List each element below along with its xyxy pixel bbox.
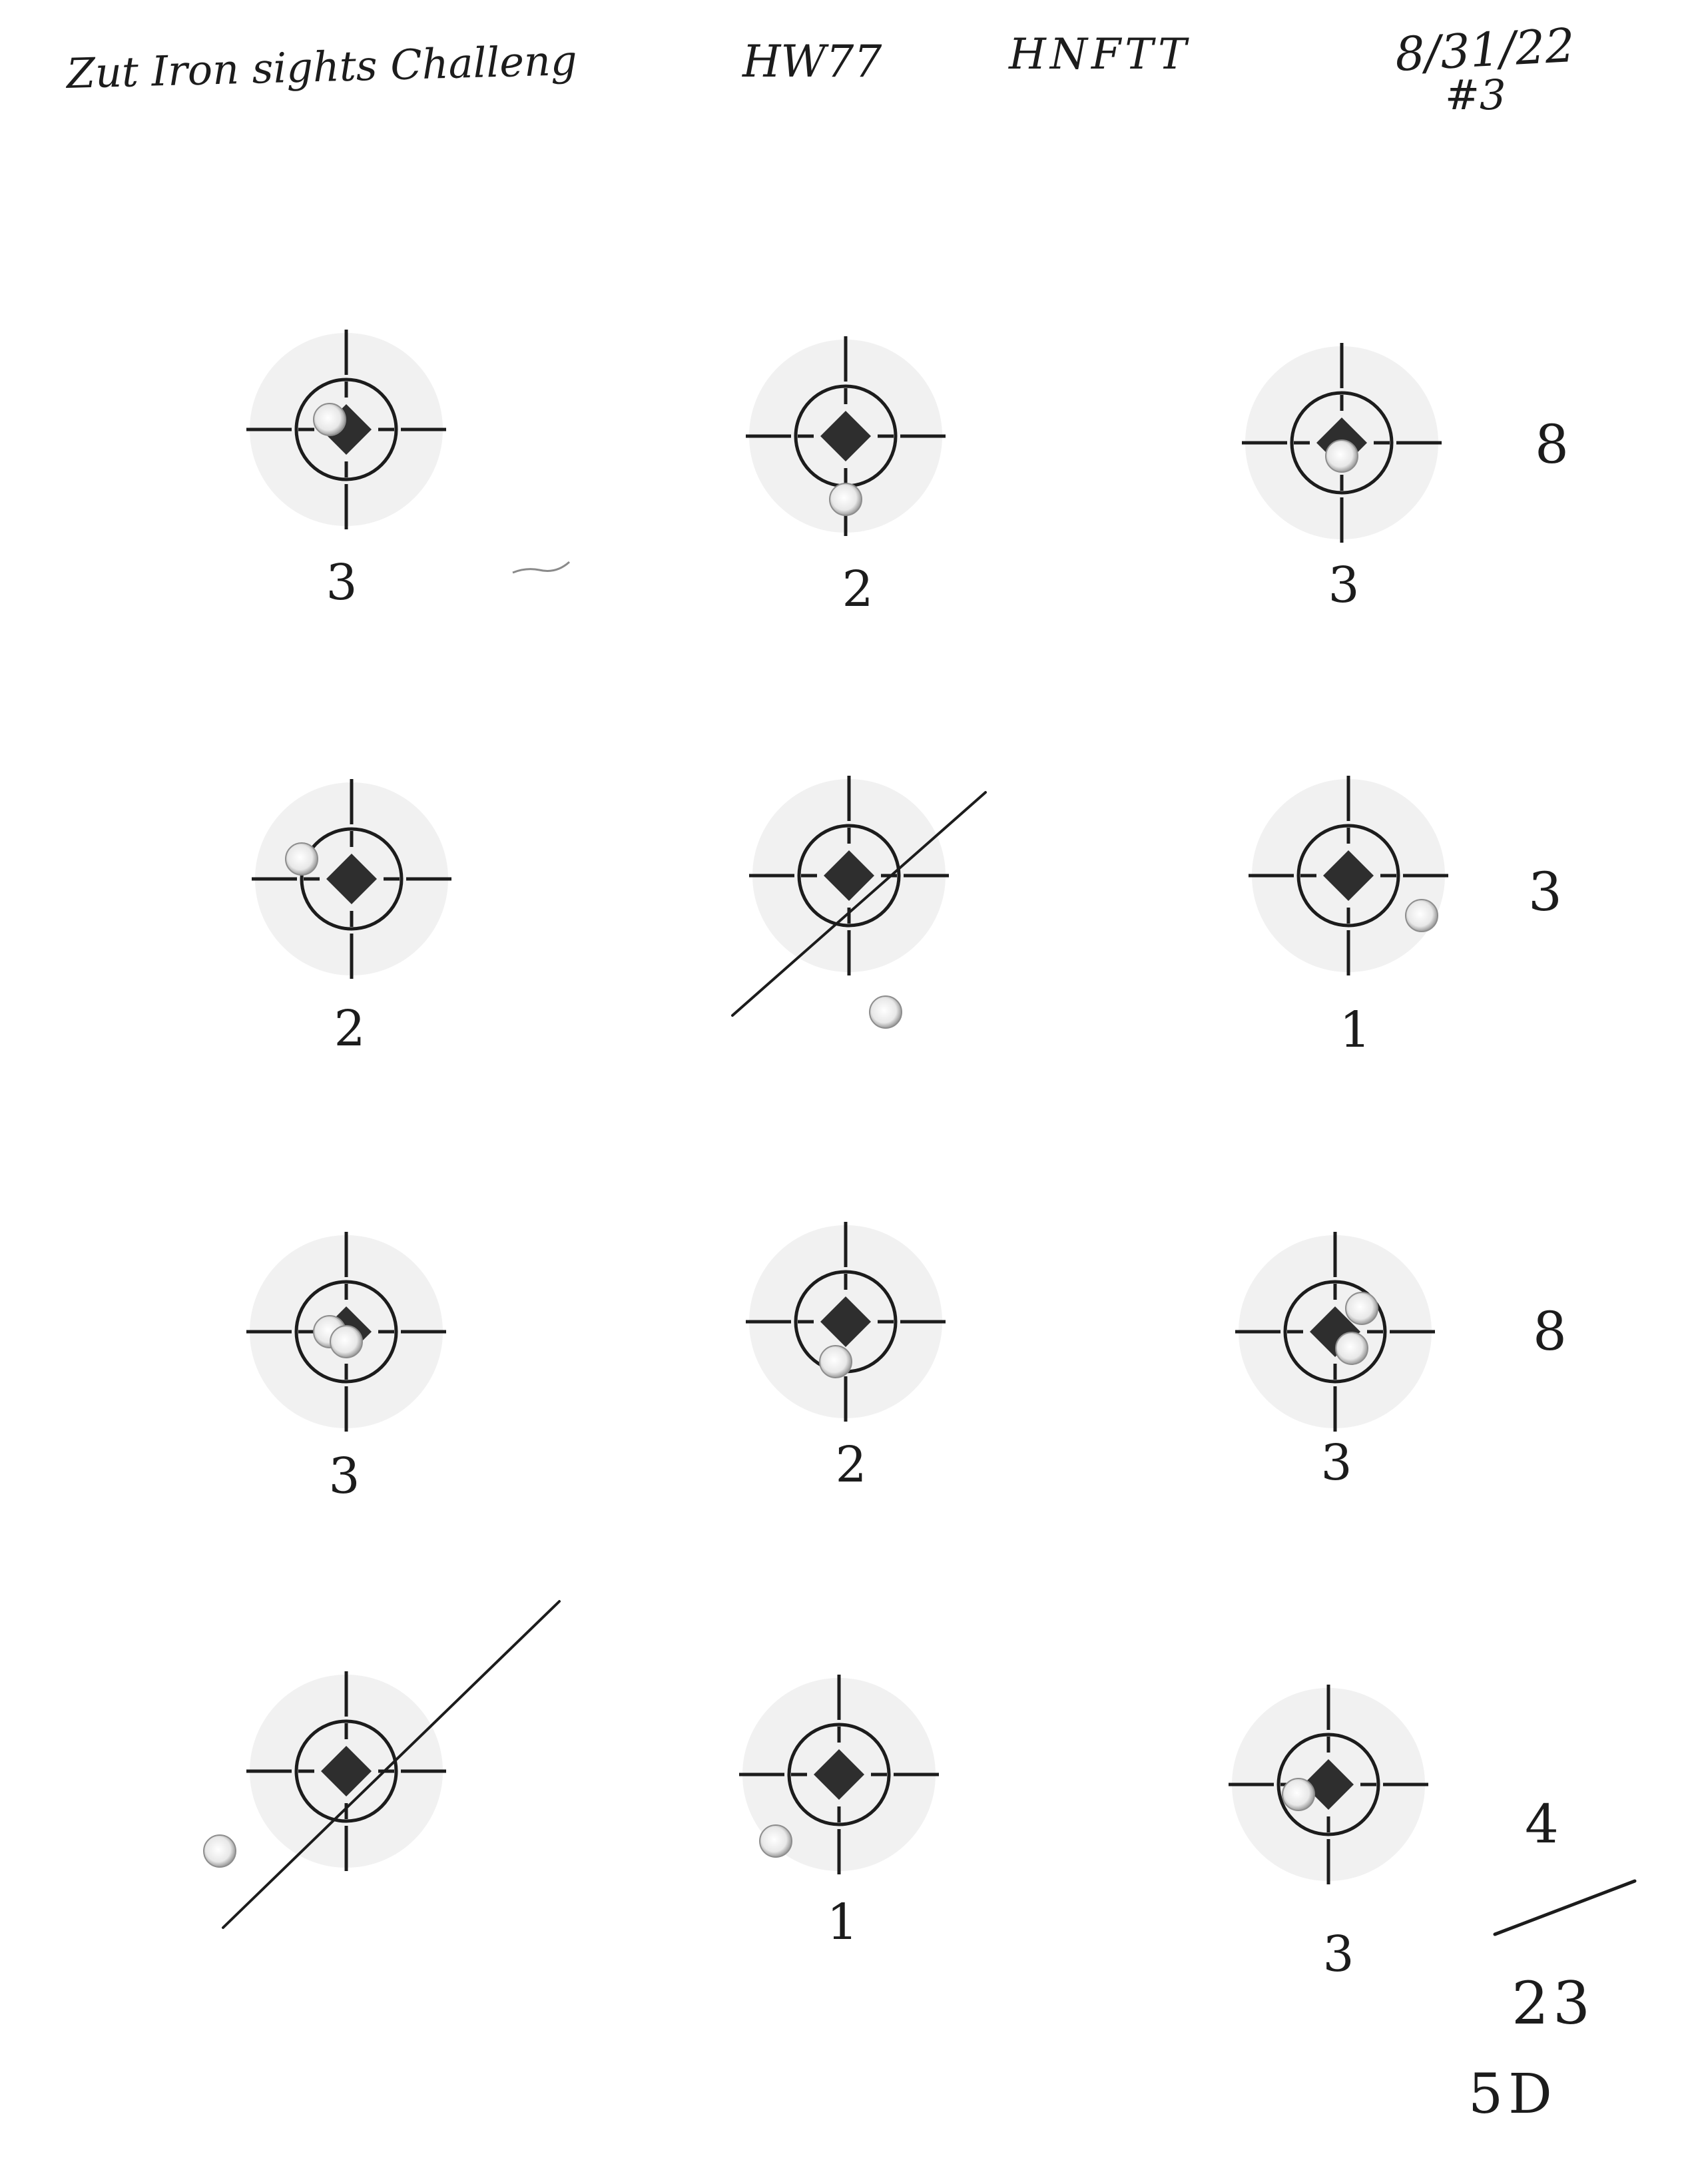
target-r3c3 <box>1235 1232 1435 1432</box>
target-r2c2 <box>749 776 949 1028</box>
target-r1c2 <box>746 336 946 536</box>
date-label: 8/31/22 <box>1394 17 1576 83</box>
target-r3c1 <box>246 1232 446 1432</box>
target-score: 1 <box>1339 1001 1371 1059</box>
target-score: 3 <box>1320 1434 1352 1492</box>
pellet-hole <box>1346 1292 1378 1324</box>
grand-total: 23 <box>1512 1969 1594 2038</box>
pellet-hole <box>870 996 902 1028</box>
stray-mark <box>513 562 569 573</box>
total-divider-line <box>1495 1881 1635 1934</box>
pellet-hole <box>1326 440 1358 472</box>
row-total-2: 3 <box>1528 861 1562 923</box>
x-count: 5D <box>1468 2063 1557 2126</box>
pellet-hole <box>314 404 346 435</box>
pellet-hole <box>830 483 862 515</box>
pellet-hole <box>820 1346 852 1378</box>
target-score: 3 <box>1322 1926 1354 1983</box>
row-total-4: 4 <box>1525 1793 1559 1855</box>
target-score: 3 <box>326 554 358 611</box>
pellet-hole <box>330 1326 362 1358</box>
card-title: Zut Iron sights Challeng <box>66 35 578 98</box>
event-label: HNFTT <box>1009 30 1191 79</box>
row-total-3: 8 <box>1533 1300 1567 1362</box>
target-r3c2 <box>746 1222 946 1422</box>
pellet-hole <box>204 1835 236 1867</box>
pellet-hole <box>1336 1332 1368 1364</box>
target-r1c1 <box>246 330 446 529</box>
pellet-hole <box>1282 1778 1314 1810</box>
target-r2c1 <box>252 779 451 979</box>
target-score: 3 <box>1328 557 1360 614</box>
target-score: 1 <box>826 1894 858 1951</box>
pellet-hole <box>1406 900 1438 932</box>
target-r4c3 <box>1229 1685 1428 1884</box>
target-score: 2 <box>842 561 874 618</box>
card-number: #3 <box>1445 71 1506 119</box>
target-r2c3 <box>1249 776 1448 975</box>
target-r4c1 <box>204 1671 446 1871</box>
pellet-hole <box>286 843 318 875</box>
row-total-1: 8 <box>1535 413 1569 475</box>
target-score: 2 <box>835 1436 867 1494</box>
pellet-hole <box>760 1825 792 1857</box>
rifle-label: HW77 <box>742 36 882 87</box>
target-score: 2 <box>334 1000 366 1057</box>
target-score: 3 <box>328 1448 360 1505</box>
target-r1c3 <box>1242 343 1442 543</box>
target-r4c2 <box>739 1675 939 1874</box>
